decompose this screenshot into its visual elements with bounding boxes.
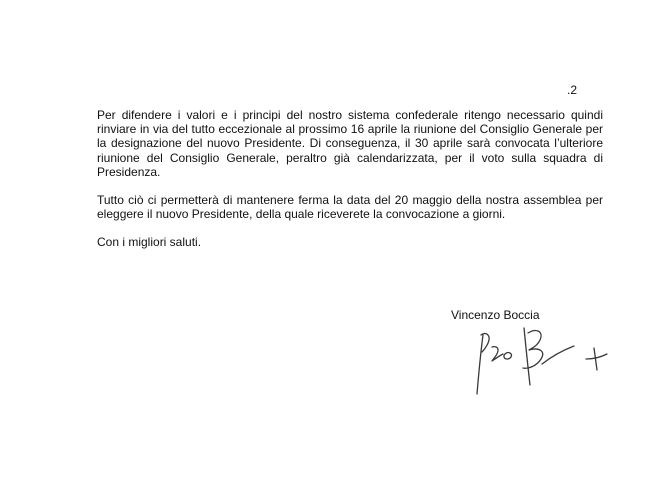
closing-salutation: Con i migliori saluti. bbox=[97, 235, 202, 250]
signature-block bbox=[451, 308, 611, 403]
signer-name: Vincenzo Boccia bbox=[451, 308, 540, 322]
page-number: .2 bbox=[567, 83, 578, 97]
signature-strokes bbox=[477, 328, 607, 394]
paragraph-postponement: Per difendere i valori e i principi del nostro sistema confederale ritengo necessario quindi rinviare in via del tutto eccezionale al prossimo 16 aprile la riunione del Consiglio Generale per la designazione del nuovo Presidente. Di conseguenza, il 30 aprile sarà convocata l’ulteriore riunione del Consiglio Generale, peraltro già calendarizzata, per il voto sulla squadra di Presidenza. bbox=[97, 108, 603, 179]
letter-body bbox=[97, 108, 603, 250]
paragraph-assembly-date: Tutto ciò ci permetterà di mantenere ferma la data del 20 maggio della nostra assemblea per eleggere il nuovo Presidente, della quale riceverete la convocazione a giorni. bbox=[97, 193, 603, 222]
handwritten-signature bbox=[457, 312, 607, 400]
